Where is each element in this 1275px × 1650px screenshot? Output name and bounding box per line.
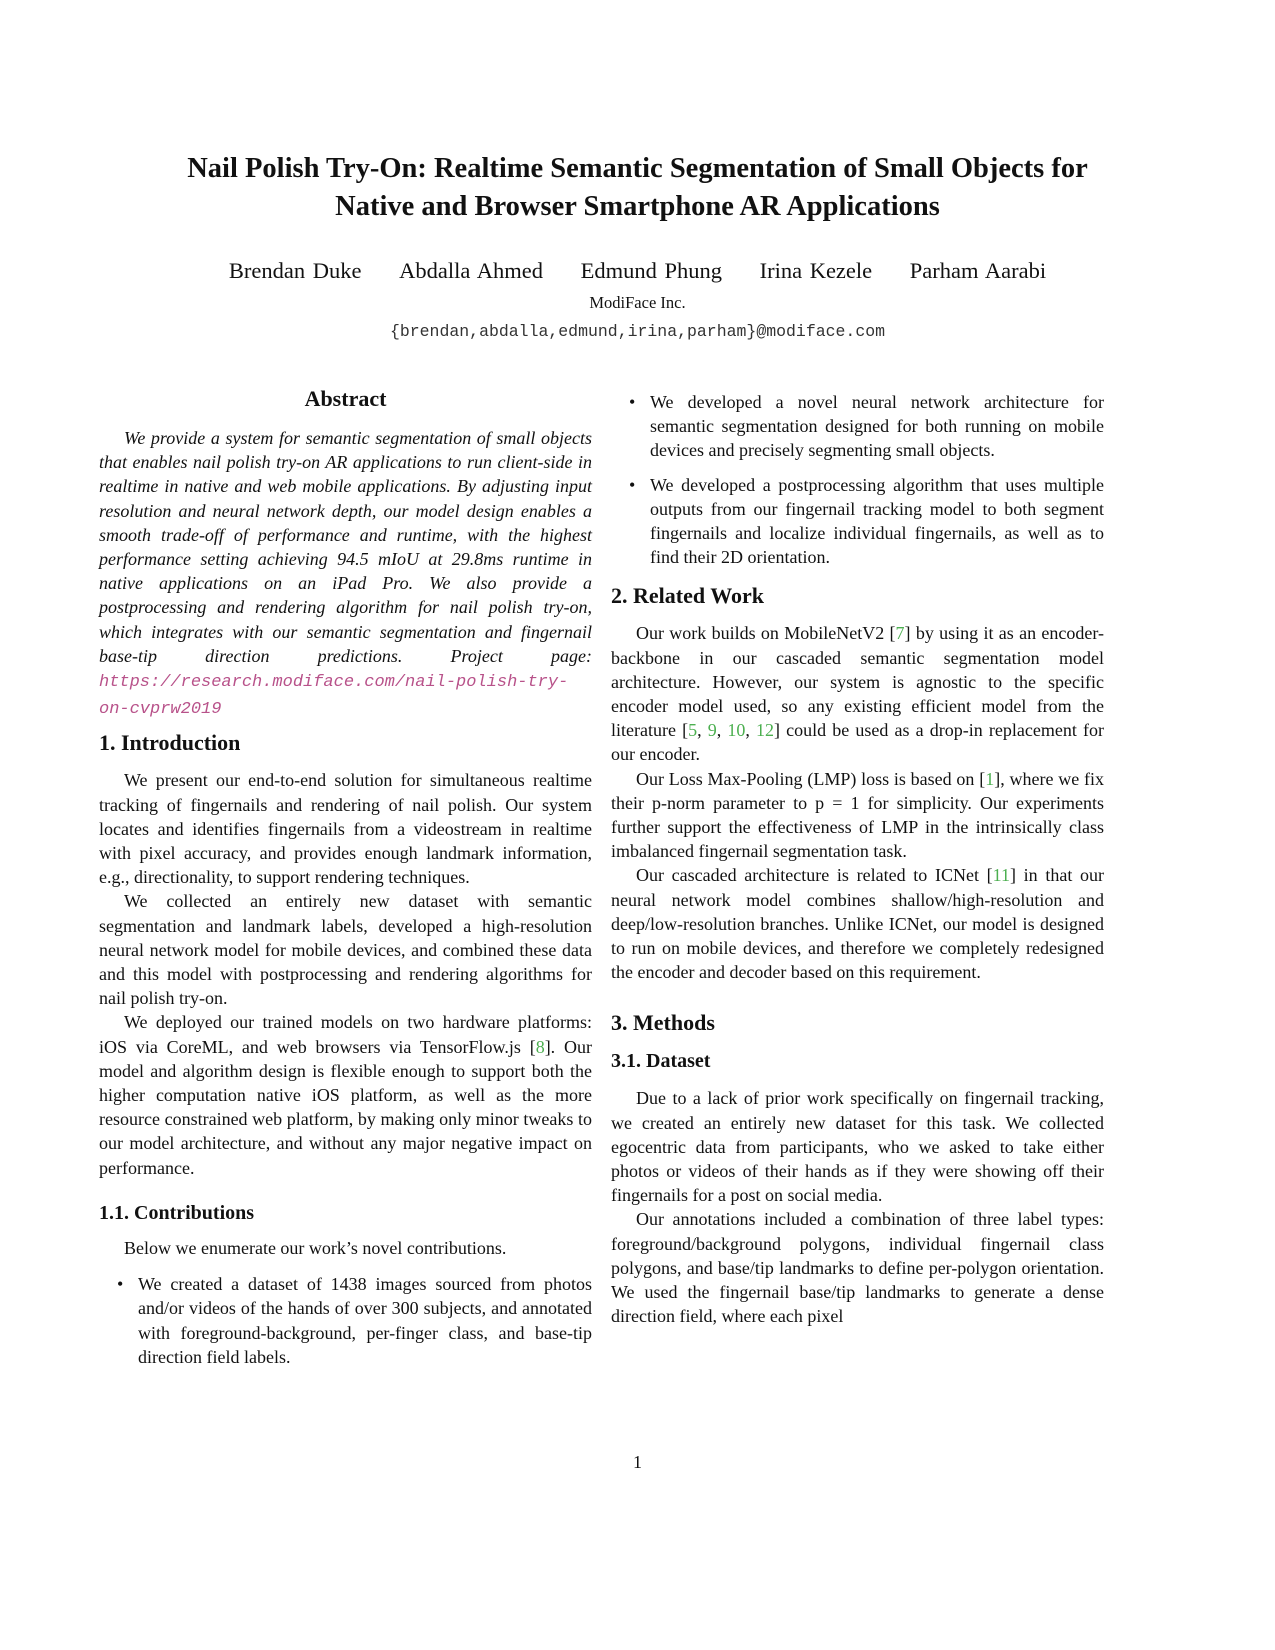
contributions-list-continued — [611, 390, 1104, 569]
list-item: • We developed a novel neural network architecture for semantic segmentation designed for both running on mobile devices and precisely segmenting small objects. — [629, 392, 1104, 461]
bullet-icon: • — [117, 1274, 124, 1295]
citation-link[interactable]: 5 — [688, 720, 698, 741]
bullet-icon: • — [629, 474, 636, 495]
related-paragraph: Our Loss Max-Pooling (LMP) loss is based on [1], where we fix their p-norm parameter to p = 1 for simplicity. Our experiments further support the effectiveness of LMP in the intrinsically class imbalanced fingernail segmentation task. — [611, 768, 1104, 862]
affiliation: ModiFace Inc. — [589, 293, 686, 312]
author: Abdalla Ahmed — [399, 258, 543, 283]
citation-link[interactable]: 10 — [727, 720, 746, 741]
title-line-1: Nail Polish Try-On: Realtime Semantic Segmentation of Small Objects for — [187, 153, 1088, 184]
author-emails: {brendan,abdalla,edmund,irina,parham}@modiface.com — [389, 322, 886, 341]
right-column — [611, 390, 1104, 1329]
list-item: • We created a dataset of 1438 images sourced from photos and/or videos of the hands of over 300 subjects, and annotated with foreground-background, per-finger class, and base-tip direction field labels. — [117, 1274, 592, 1367]
contributions-list — [99, 1272, 592, 1369]
abstract-text: We provide a system for semantic segmentation of small objects that enables nail polish try-on AR applications to run client-side in realtime in native and web mobile applications. By adjusting input resolution and neural network depth, our model design enables a smooth trade-off of performance and runtime, with the highest performance setting achieving 94.5 mIoU at 29.8ms runtime in native applications on an iPad Pro. We also provide a postprocessing and rendering algorithm for nail polish try-on, which integrates with our semantic segmentation and fingernail base-tip direction predictions. Project page: — [99, 428, 592, 666]
citation-link[interactable]: 7 — [895, 623, 905, 644]
author: Irina Kezele — [759, 258, 873, 283]
methods-paragraph: Due to a lack of prior work specifically on fingernail tracking, we created an entirely new dataset for this task. We collected egocentric data from participants, who we asked to take either photos or videos of their hands as if they were showing off their fingernails for a post on social media. — [611, 1088, 1104, 1206]
project-page-link[interactable]: https://research.modiface.com/nail-polish-try-on-cvprw2019 — [99, 673, 569, 720]
citation-link[interactable]: 11 — [992, 865, 1010, 886]
title-line-2: Native and Browser Smartphone AR Applications — [335, 191, 940, 222]
methods-paragraph: Our annotations included a combination of three label types: foreground/background polygons, individual fingernail class polygons, and base/tip landmarks to define per-polygon orientation. We used the fingernail base/tip landmarks to generate a dense direction field, where each pixel — [611, 1209, 1104, 1327]
section-heading-methods: 3. Methods — [611, 1010, 715, 1036]
section-heading-introduction: 1. Introduction — [99, 730, 241, 756]
intro-paragraph: We deployed our trained models on two hardware platforms: iOS via CoreML, and web browsers via TensorFlow.js [8]. Our model and algorithm design is flexible enough to support both the higher computation native iOS platform, as well as the more resource constrained web platform, by making only minor tweaks to our model architecture, and without any major negative impact on performance. — [99, 1012, 592, 1178]
related-paragraph: Our cascaded architecture is related to ICNet [11] in that our neural network model combines shallow/high-resolution and deep/low-resolution branches. Unlike ICNet, our model is designed to run on mobile devices, and therefore we completely redesigned the encoder and decoder based on this requirement. — [611, 865, 1104, 983]
author: Brendan Duke — [228, 258, 362, 283]
author: Parham Aarabi — [909, 258, 1047, 283]
page-number: 1 — [633, 1452, 642, 1472]
list-item: • We developed a postprocessing algorithm that uses multiple outputs from our fingernail tracking model to both segment fingernails and localize individual fingernails, as well as to find their 2D orientation. — [629, 474, 1104, 568]
citation-link[interactable]: 8 — [535, 1036, 545, 1057]
citation-link[interactable]: 9 — [707, 720, 717, 741]
section-heading-dataset: 3.1. Dataset — [611, 1050, 711, 1073]
related-paragraph: Our work builds on MobileNetV2 [7] by using it as an encoder-backbone in our cascaded semantic segmentation model architecture. However, our system is agnostic to the specific encoder model used, so any existing efficient model from the literature [5, 9, 10, 12] could be used as a drop-in replacement for our encoder. — [611, 623, 1104, 765]
citation-link[interactable]: 12 — [756, 720, 775, 741]
citation-link[interactable]: 1 — [985, 768, 995, 789]
intro-paragraph: We present our end-to-end solution for simultaneous realtime tracking of fingernails and rendering of nail polish. Our system locates and identifies fingernails from a videostream in realtime with pixel accuracy, and provides enough landmark information, e.g., directionality, to support rendering techniques. — [99, 770, 592, 888]
abstract-heading: Abstract — [304, 386, 387, 411]
section-heading-related-work: 2. Related Work — [611, 583, 764, 609]
bullet-icon: • — [629, 392, 636, 412]
author: Edmund Phung — [580, 258, 722, 283]
contributions-intro: Below we enumerate our work’s novel contributions. — [124, 1237, 507, 1258]
author-list — [0, 258, 1275, 284]
left-column — [99, 386, 592, 1369]
paper-title — [0, 150, 1275, 226]
abstract-body — [99, 426, 592, 722]
section-heading-contributions: 1.1. Contributions — [99, 1201, 255, 1224]
intro-paragraph: We collected an entirely new dataset with semantic segmentation and landmark labels, developed a high-resolution neural network model for mobile devices, and combined these data and this model with postprocessing and rendering algorithms for nail polish try-on. — [99, 891, 592, 1009]
